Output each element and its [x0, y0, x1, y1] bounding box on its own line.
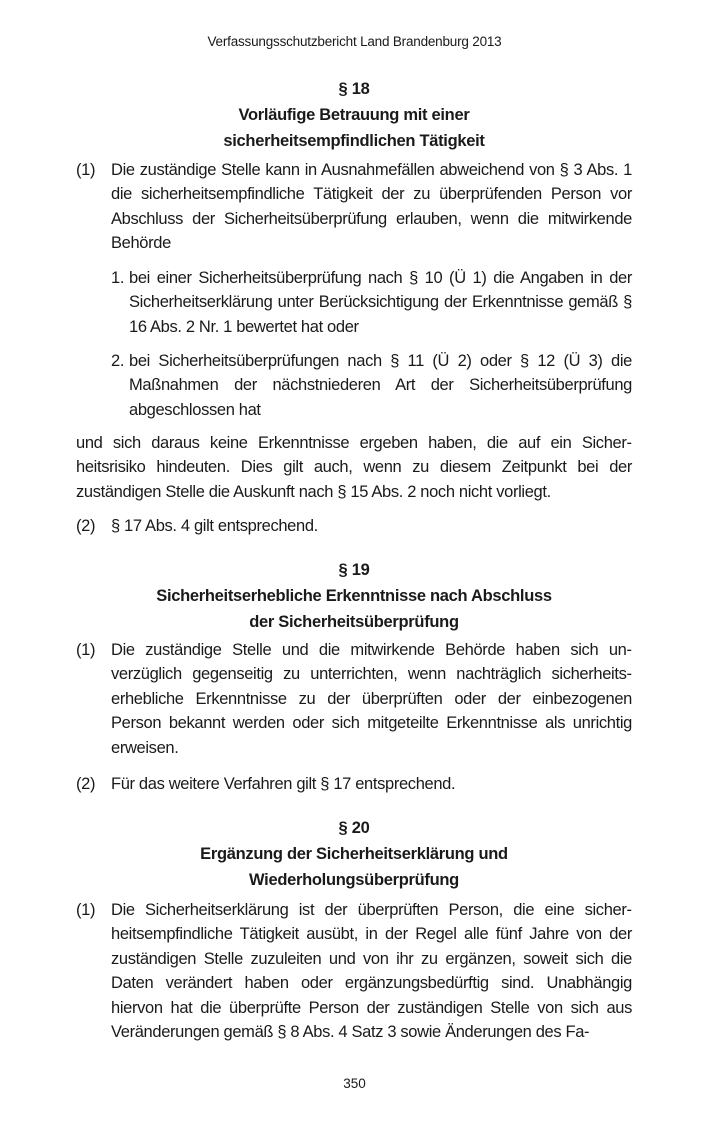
paragraph-text: Für das weitere Verfahren gilt § 17 entsprechend. — [111, 775, 456, 793]
section-title-line: Ergänzung der Sicherheitserklärung und — [200, 845, 508, 863]
list-item-number: 1. — [111, 269, 125, 287]
section-title-line: sicherheitsempfindlichen Tätigkeit — [223, 132, 485, 150]
section-title-line: Vorläufige Betrauung mit einer — [238, 106, 470, 124]
list-item-text: bei einer Sicherheitsüberprüfung nach § 10 (Ü 1) die Angaben in der Sicherheitserklärung unter Berücksichtigung der Erkenntnisse gemäß § 16 Abs. 2 Nr. 1 bewertet hat oder — [129, 269, 632, 336]
paragraph-number: (1) — [76, 641, 96, 659]
paragraph-continuation: und sich daraus keine Erkenntnisse ergeben haben, die auf ein Sicherheitsrisiko hindeuten. Dies gilt auch, wenn zu diesem Zeitpunkt bei der zuständigen Stelle die Auskunft nach § 15 Abs. 2 noch nicht vorliegt. — [76, 434, 632, 501]
list-item — [111, 266, 632, 339]
page-number: 350 — [343, 1076, 366, 1091]
section-title-line: Sicherheitserhebliche Erkenntnisse nach Abschluss — [156, 587, 552, 605]
section-title-line: Wiederholungsüberprüfung — [249, 871, 459, 889]
section-18 — [76, 76, 632, 154]
paragraph-text: Die zuständige Stelle kann in Ausnahmefällen abweichend von § 3 Abs. 1 die sicherheitsempfindliche Tätigkeit der zu überprüfenden Person vor Abschluss der Sicherheitsüberprüfung erlauben, wenn die mitwirkende Behörde — [111, 161, 632, 253]
paragraph-text: Die Sicherheitserklärung ist der überprüften Person, die eine sicherheitsempfindliche Tätigkeit ausübt, in der Regel alle fünf Jahre von der zuständigen Stelle zuzuleiten und von ihr zu ergänzen, soweit sich die Daten verändert haben oder ergänzungsbedürftig sind. Unabhängig hiervon hat die überprüfte Person der zuständigen Stelle von sich aus Veränderungen gemäß § 8 Abs. 4 Satz 3 sowie Änderungen des Fa- — [111, 901, 632, 1042]
section-title-line: der Sicherheitsüberprüfung — [249, 613, 459, 631]
list-item-number: 2. — [111, 352, 125, 370]
running-head: Verfassungsschutzbericht Land Brandenburg 2013 — [207, 34, 502, 49]
section-19 — [76, 557, 632, 635]
paragraph-text: Die zuständige Stelle und die mitwirkende Behörde haben sich unverzüglich gegenseitig zu unterrichten, wenn nachträglich sicherheitserhebliche Erkenntnisse zu der überprüften oder der einbezogenen Person bekannt werden oder sich mitgeteilte Erkenntnisse als unrichtig erweisen. — [111, 641, 632, 757]
section-20-paragraph-1 — [76, 898, 632, 1044]
section-19-paragraph-1 — [76, 638, 632, 760]
section-20 — [76, 815, 632, 893]
paragraph-text: § 17 Abs. 4 gilt entsprechend. — [111, 517, 318, 535]
section-18-paragraph-2 — [76, 514, 632, 538]
paragraph-number: (2) — [76, 517, 96, 535]
list-item — [111, 349, 632, 422]
paragraph-number: (1) — [76, 161, 96, 179]
section-19-paragraph-2 — [76, 772, 632, 796]
paragraph-number: (1) — [76, 901, 96, 919]
paragraph-number: (2) — [76, 775, 96, 793]
list-item-text: bei Sicherheitsüberprüfungen nach § 11 (Ü 2) oder § 12 (Ü 3) die Maßnahmen der nächstniederen Art der Sicherheitsüberprüfung abgeschlossen hat — [129, 352, 632, 419]
section-number: § 20 — [338, 819, 370, 837]
section-number: § 19 — [338, 561, 370, 579]
section-number: § 18 — [338, 80, 370, 98]
section-18-paragraph-1 — [76, 158, 632, 256]
